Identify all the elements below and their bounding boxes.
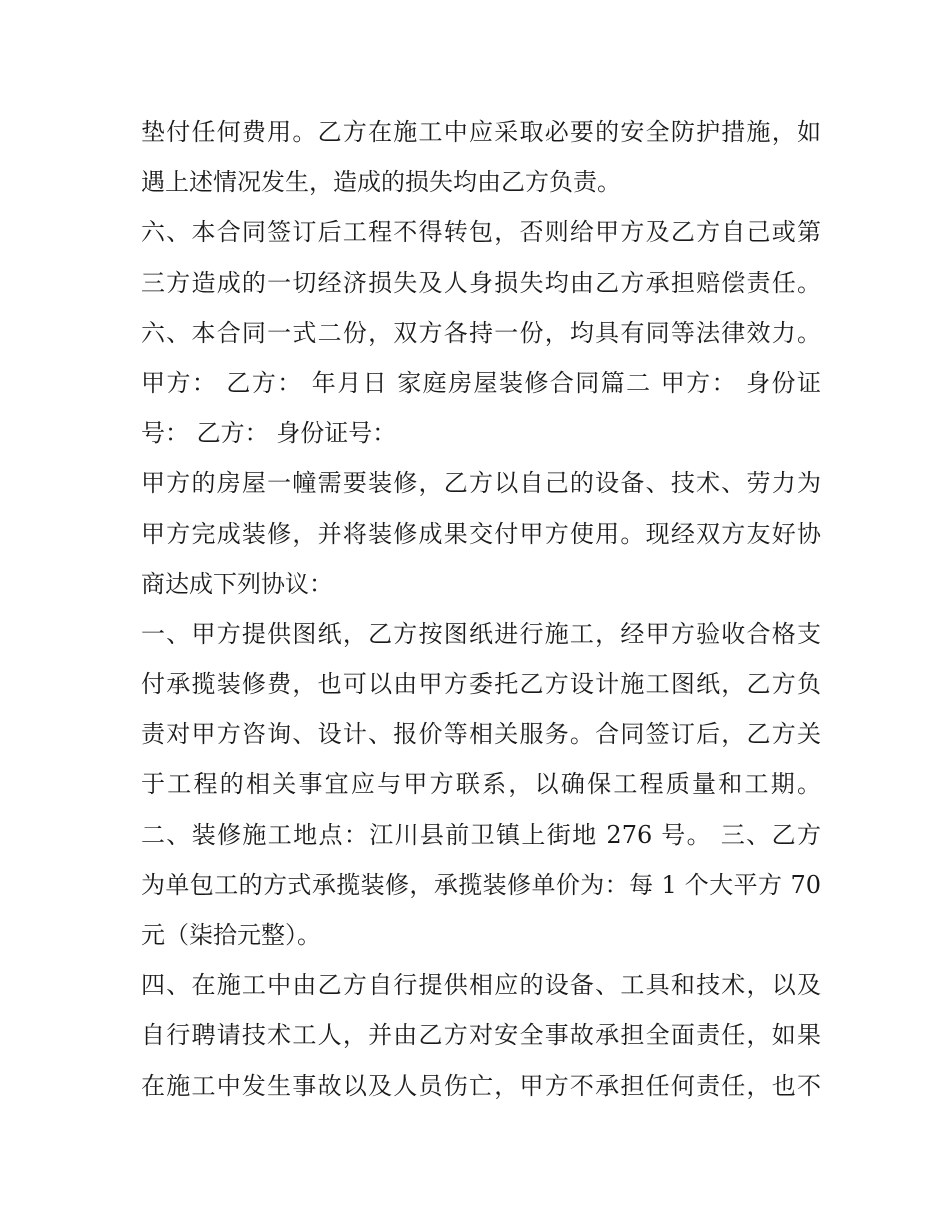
text-line: 在施工中发生事故以及人员伤亡，甲方不承担任何责任，也不 [141,1071,821,1100]
text-line: 六、本合同一式二份，双方各持一份，均具有同等法律效力。 [141,318,821,347]
contract-text [141,107,821,1111]
text-line: 甲方完成装修，并将装修成果交付甲方使用。现经双方友好协 [141,519,821,548]
text-line: 六、本合同签订后工程不得转包，否则给甲方及乙方自己或第 [141,218,821,247]
text-line: 三方造成的一切经济损失及人身损失均由乙方承担赔偿责任。 [141,268,821,297]
text-line: 元（柒拾元整）。 [141,921,321,949]
text-line: 遇上述情况发生，造成的损失均由乙方负责。 [141,168,621,197]
text-line: 商达成下列协议： [141,569,333,598]
text-line: 责对甲方咨询、设计、报价等相关服务。合同签订后，乙方关 [141,720,821,749]
text-line: 甲方： 乙方： 年月日 家庭房屋装修合同篇二 甲方： 身份证 [141,368,821,397]
text-line: 为单包工的方式承揽装修，承揽装修单价为：每 1 个大平方 70 [141,870,821,899]
text-line: 号： 乙方： 身份证号： [141,419,397,448]
text-line: 付承揽装修费，也可以由甲方委托乙方设计施工图纸，乙方负 [141,670,821,699]
text-line: 于工程的相关事宜应与甲方联系，以确保工程质量和工期。 [141,770,821,799]
text-line: 垫付任何费用。乙方在施工中应采取必要的安全防护措施，如 [141,118,821,146]
text-line: 甲方的房屋一幢需要装修，乙方以自己的设备、技术、劳力为 [141,469,821,498]
text-line: 一、甲方提供图纸，乙方按图纸进行施工，经甲方验收合格支 [141,619,821,648]
text-line: 四、在施工中由乙方自行提供相应的设备、工具和技术，以及 [141,971,821,1000]
text-line: 自行聘请技术工人，并由乙方对安全事故承担全面责任，如果 [141,1021,821,1050]
text-line: 二、装修施工地点：江川县前卫镇上街地 276 号。 三、乙方 [141,820,821,849]
